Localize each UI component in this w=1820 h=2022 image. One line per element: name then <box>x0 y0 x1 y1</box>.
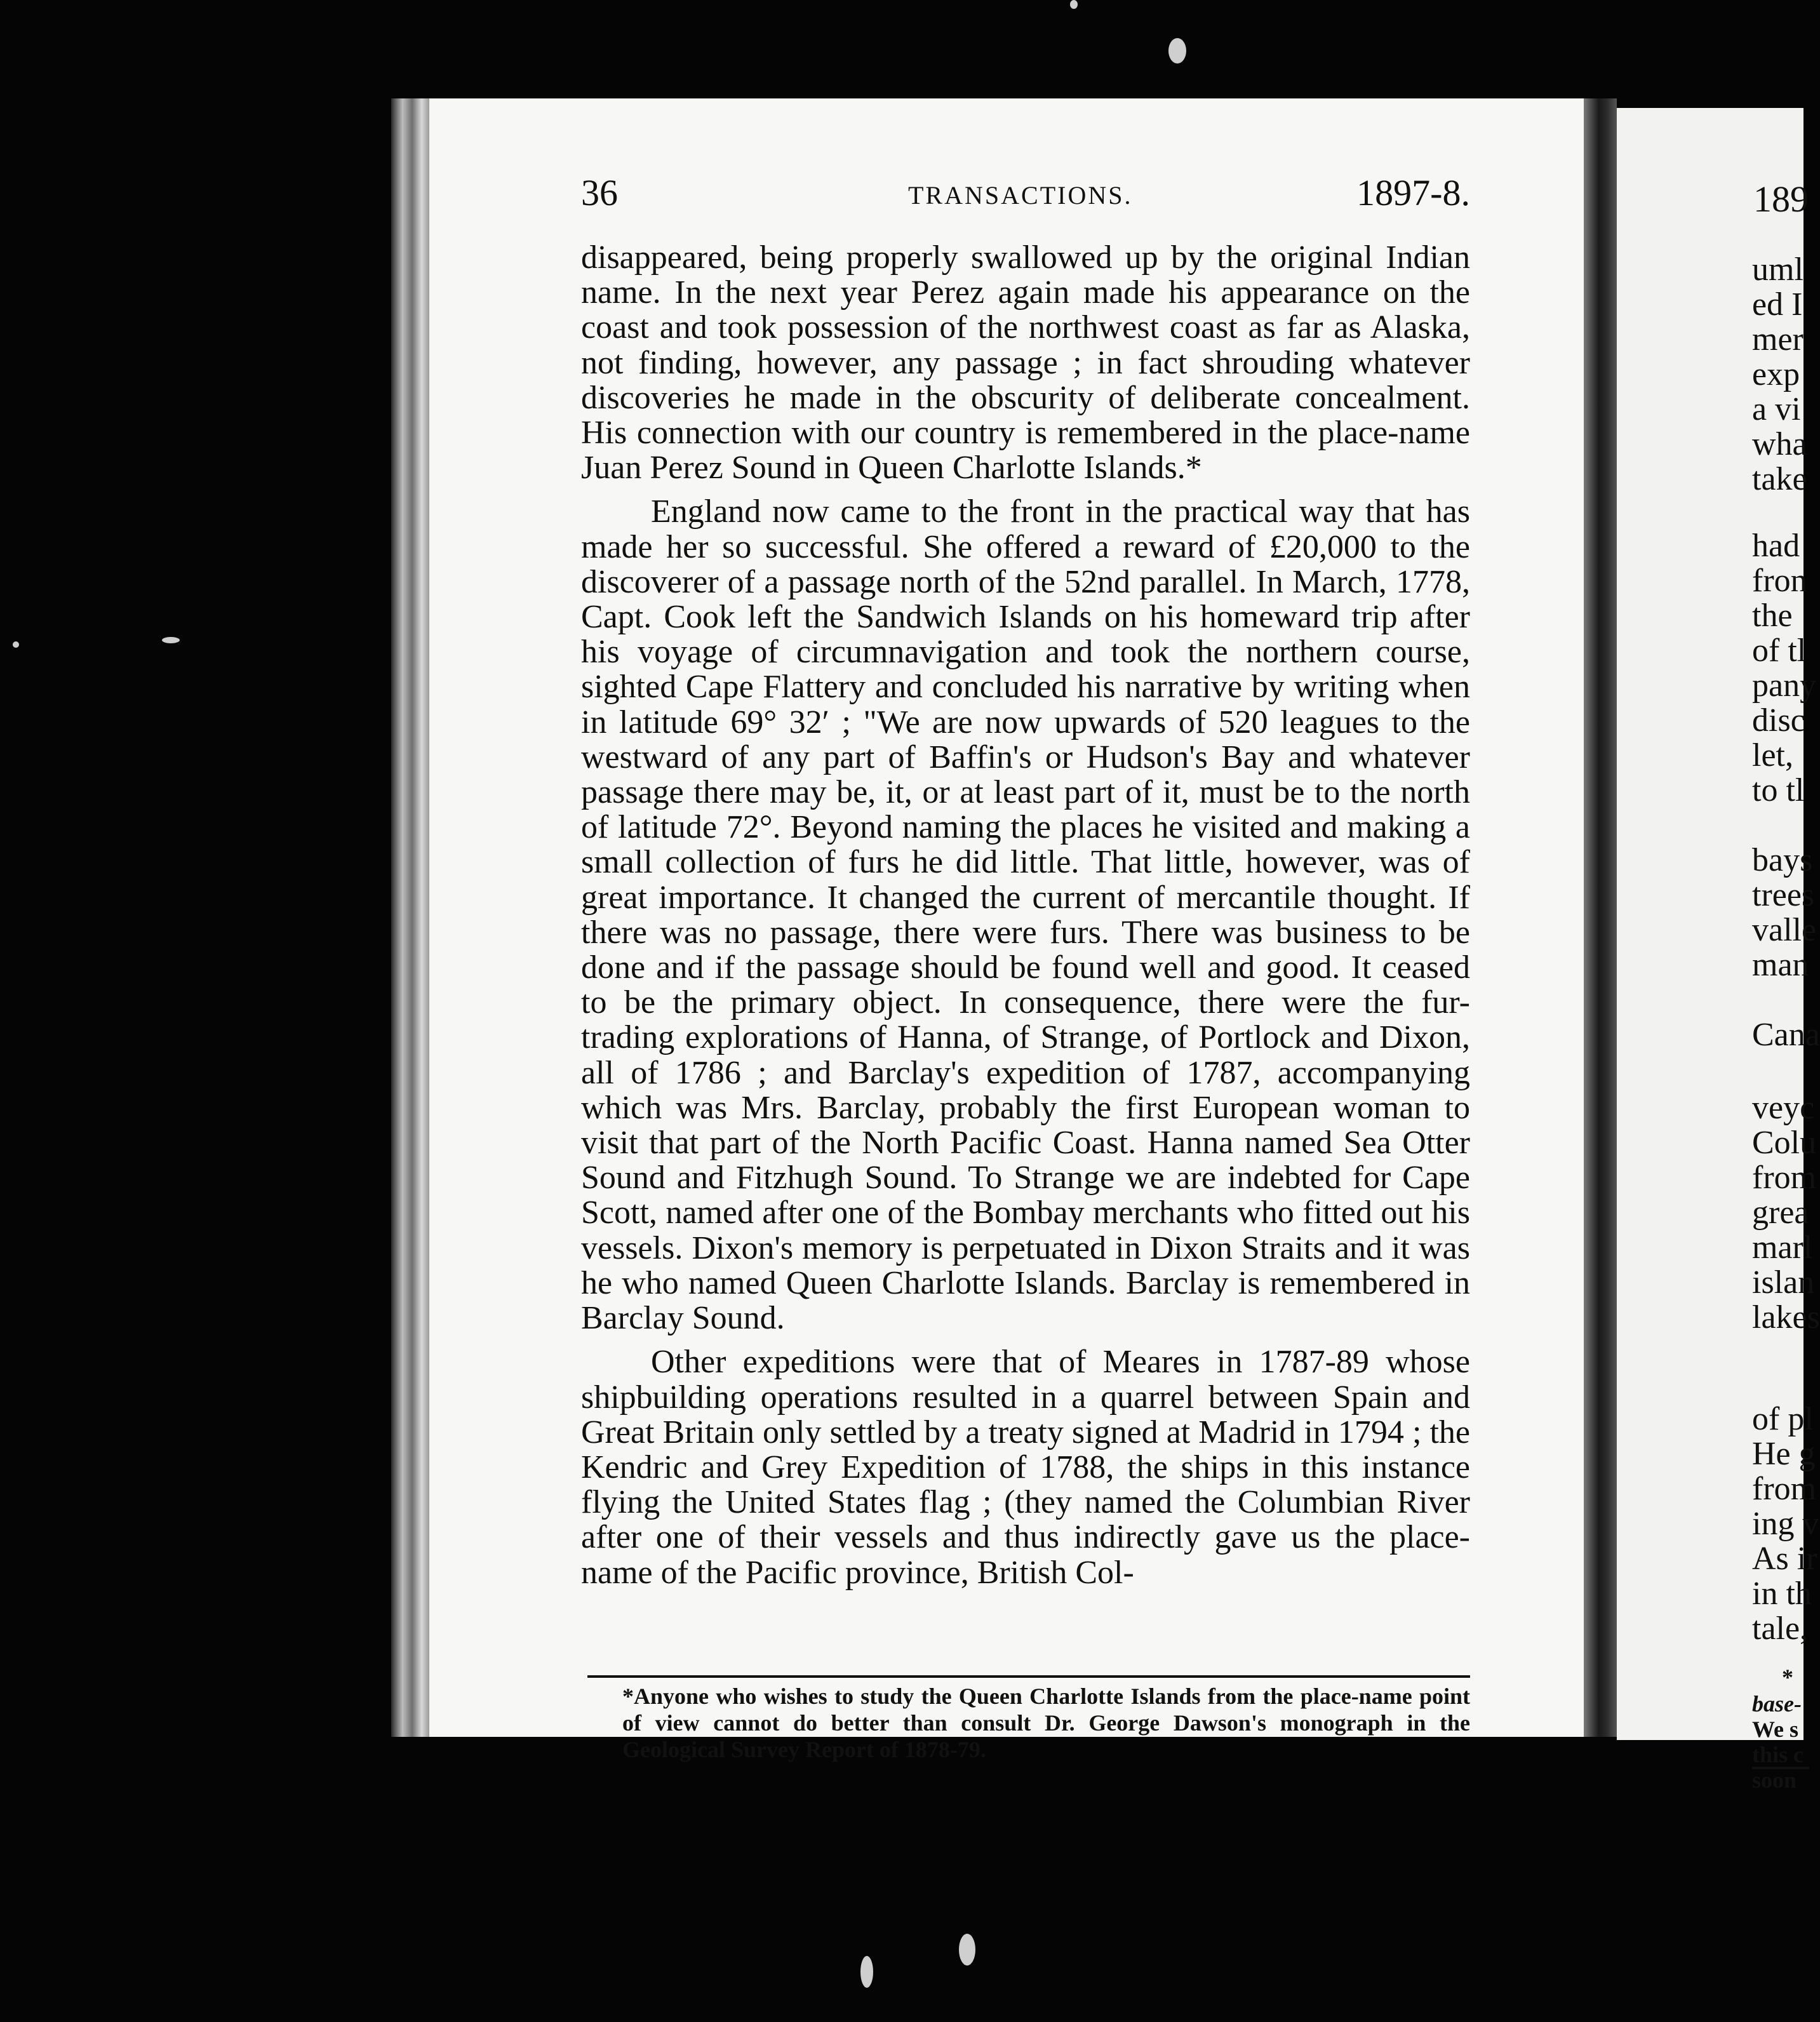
footnote-rule <box>587 1675 1470 1678</box>
right-line-fragment: veyc <box>1752 1090 1815 1126</box>
paragraph: England now came to the front in the practical way that has made her so successful. She offered a reward of £20,000 to the discoverer of a passage north of the 52nd parallel. In March, 1778, Capt. Cook left the Sandwich Islands on his homeward trip after his voyage of circumnavigation and took the northern course, sighted Cape Flattery and concluded his narrative by writing when in latitude 69° 32′ ; "We are now upwards of 520 leagues to the westward of any part of Baffin's or Hudson's Bay and whatever passage there may be, it, or at least part of it, must be to the north of latitude 72°. Beyond naming the places he visited and making a small collection of furs he did little. That little, however, was of great importance. It changed the current of mercantile thought. If there was no passage, there were furs. There was business to be done and if the passage should be found well and good. It ceased to be the primary object. In consequence, there were the fur-trading explorations of Hanna, of Strange, of Portlock and Dixon, all of 1786 ; and Barclay's expedition of 1787, accompanying which was Mrs. Barclay, probably the first European woman to visit that part of the North Pacific Coast. Hanna named Sea Otter Sound and Fitzhugh Sound. To Strange we are indebted for Cape Scott, named after one of the Bombay merchants who fitted out his vessels. Dixon's memory is perpetuated in Dixon Straits and it was he who named Queen Charlotte Islands. Barclay is remembered in Barclay Sound. <box>581 493 1470 1337</box>
right-line-fragment: trees <box>1752 877 1815 913</box>
right-footnote-fragment: base- <box>1752 1691 1802 1717</box>
right-line-fragment: marl <box>1752 1229 1813 1266</box>
right-page-number: 189 <box>1753 178 1809 220</box>
right-line-fragment: take <box>1752 461 1807 497</box>
right-line-fragment: fron <box>1752 563 1807 599</box>
right-line-fragment: valle <box>1752 912 1817 948</box>
right-line-fragment: mer <box>1752 321 1803 358</box>
header-year: 1897-8. <box>1356 172 1470 213</box>
right-line-fragment: lakes <box>1752 1299 1820 1336</box>
scan-speck <box>1070 0 1078 9</box>
right-line-fragment: a vi <box>1752 391 1801 427</box>
right-line-fragment: Cana <box>1752 1017 1820 1053</box>
right-line-fragment: the <box>1752 598 1793 634</box>
right-line-fragment: ed I <box>1752 286 1803 323</box>
right-line-fragment: wha <box>1752 426 1807 462</box>
right-footnote-fragment: * <box>1782 1664 1793 1690</box>
right-line-fragment: He g <box>1752 1436 1816 1472</box>
right-line-fragment: of pl <box>1752 1401 1814 1437</box>
right-line-fragment: from <box>1752 1471 1817 1507</box>
right-line-fragment: let, <box>1752 737 1793 773</box>
book-gutter <box>1584 98 1617 1737</box>
right-line-fragment: islan <box>1752 1264 1815 1301</box>
running-head: TRANSACTIONS. <box>908 181 1133 210</box>
right-line-fragment: ing v <box>1752 1506 1819 1542</box>
right-footnote-fragment: We s <box>1752 1717 1799 1742</box>
right-line-fragment: Colu <box>1752 1125 1817 1161</box>
paragraph: disappeared, being properly swallowed up by the original Indian name. In the next year Perez again made his appearance on the coast and took possession of the northwest coast as far as Alaska, not finding, however, any passage ; in fact shrouding whatever discoveries he made in the obscurity of deliberate concealment. His connection with our country is remembered in the place-name Juan Perez Sound in Queen Charlotte Islands.* <box>581 239 1470 486</box>
right-line-fragment: exp <box>1752 356 1800 392</box>
right-line-fragment: grea <box>1752 1195 1809 1231</box>
right-line-fragment: to tl <box>1752 772 1805 808</box>
right-line-fragment: man <box>1752 947 1809 983</box>
book-page-edge <box>391 98 429 1737</box>
right-line-fragment: had <box>1752 528 1800 564</box>
scan-speck <box>162 637 180 643</box>
scan-speck <box>860 1956 873 1988</box>
page-number: 36 <box>581 172 618 213</box>
scan-speck <box>13 641 19 648</box>
footnote-text: *Anyone who wishes to study the Queen Charlotte Islands from the place-name point of view cannot do better than consult Dr. George Dawson's monograph in the Geological Survey Report of 1878-79. <box>622 1684 1470 1762</box>
page-header <box>581 171 1470 216</box>
body-text <box>581 240 1470 1599</box>
right-line-fragment: uml <box>1752 251 1803 288</box>
right-line-fragment: tale, <box>1752 1610 1809 1647</box>
footnote <box>587 1683 1470 1763</box>
right-line-fragment: disc <box>1752 702 1805 739</box>
paragraph: Other expeditions were that of Meares in 1787-89 whose shipbuilding operations resulted in a quarrel between Spain and Great Britain only settled by a treaty signed at Madrid in 1794 ; the Kendric and Grey Expedition of 1788, the ships in this instance flying the United States flag ; (they named the Columbian River after one of their vessels and thus indirectly gave us the place-name of the Pacific province, British Col- <box>581 1344 1470 1591</box>
scan-speck <box>1168 38 1186 64</box>
right-footnote-fragment: soon <box>1752 1767 1797 1793</box>
right-line-fragment: of tl <box>1752 633 1807 669</box>
right-line-fragment: pany <box>1752 667 1817 704</box>
right-line-fragment: bays <box>1752 842 1813 878</box>
right-line-fragment: from <box>1752 1160 1817 1196</box>
right-footnote-fragment: this c <box>1752 1742 1803 1767</box>
scan-speck <box>959 1934 975 1965</box>
right-line-fragment: in th <box>1752 1576 1812 1612</box>
right-line-fragment: As ir <box>1752 1541 1817 1577</box>
right-page-fragment <box>1617 108 1820 1793</box>
